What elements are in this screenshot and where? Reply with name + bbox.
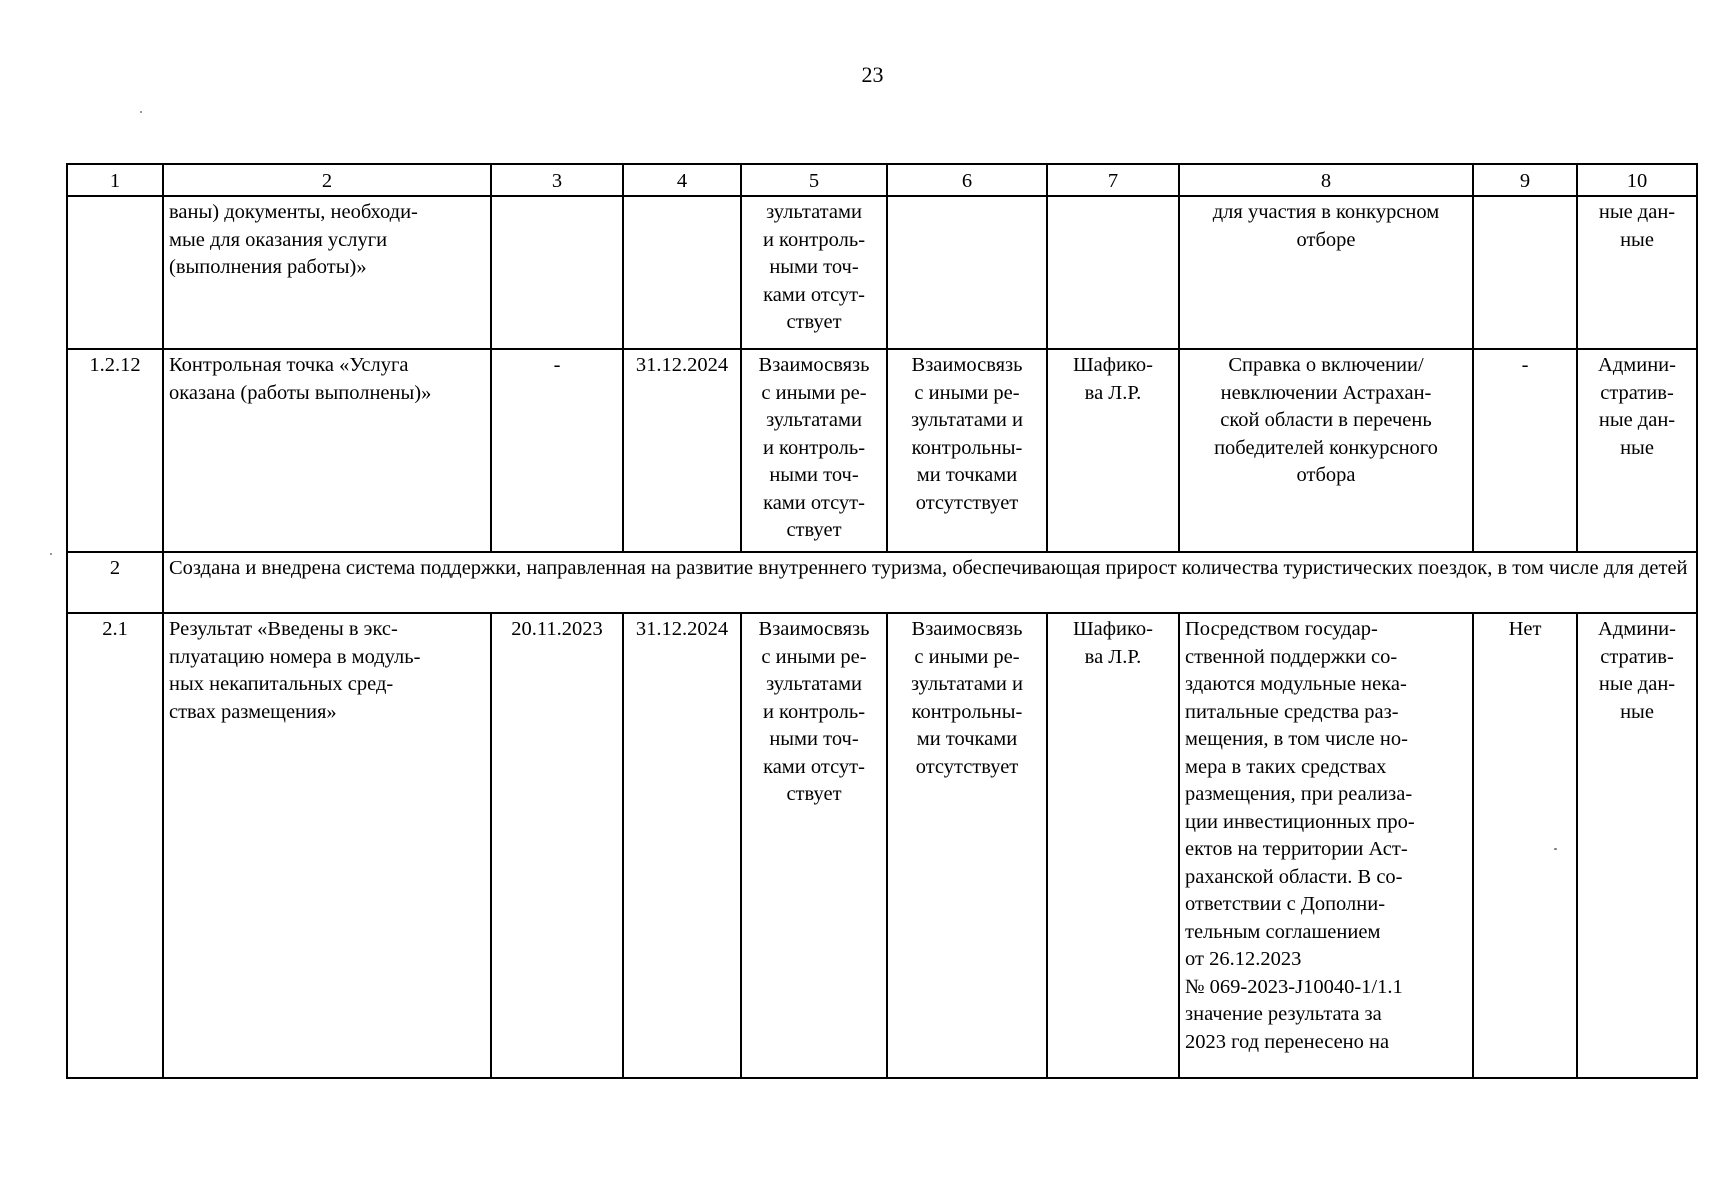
column-header: 2 — [163, 164, 491, 196]
scan-speck — [140, 111, 142, 113]
source-cell: Админи- стратив- ные дан- ные — [1577, 613, 1697, 1078]
column-header: 6 — [887, 164, 1047, 196]
column-header: 3 — [491, 164, 623, 196]
row-number-cell: 1.2.12 — [67, 349, 163, 552]
table-row — [67, 196, 1697, 349]
section-title-cell: Создана и внедрена система поддержки, направленная на развитие внутреннего туризма, обеспечивающая прирост количества туристических поездок, в том числе для детей — [163, 552, 1697, 613]
section-row — [67, 552, 1697, 613]
name-cell: Результат «Введены в экс- плуатацию номера в модуль- ных некапитальных сред- ствах размещения» — [163, 613, 491, 1078]
end-date-cell: 31.12.2024 — [623, 613, 741, 1078]
page-number: 23 — [861, 62, 884, 87]
responsible-cell — [1047, 196, 1179, 349]
start-date-cell: - — [491, 349, 623, 552]
column-header: 1 — [67, 164, 163, 196]
column-header: 7 — [1047, 164, 1179, 196]
flag-cell: - — [1473, 349, 1577, 552]
successor-cell: Взаимосвязь с иными ре- зультатами и контрольны- ми точками отсутствует — [887, 613, 1047, 1078]
row-number-cell: 2.1 — [67, 613, 163, 1078]
result-description-cell: Посредством государ- ственной поддержки со- здаются модульные нека- питальные средства раз- мещения, в том числе но- мера в таких средствах размещения, при реализа- ции инвестиционных про- ектов на территории Аст- раханской области. В со- ответствии с Дополни- тельным соглашением от 26.12.2023 № 069-2023-J10040-1/1.1 значение результата за 2023 год перенесено на — [1179, 613, 1473, 1078]
section-number-cell: 2 — [67, 552, 163, 613]
column-header: 4 — [623, 164, 741, 196]
successor-cell — [887, 196, 1047, 349]
column-header: 5 — [741, 164, 887, 196]
responsible-cell: Шафико- ва Л.Р. — [1047, 349, 1179, 552]
row-number-cell — [67, 196, 163, 349]
source-cell: Админи- стратив- ные дан- ные — [1577, 349, 1697, 552]
end-date-cell — [623, 196, 741, 349]
column-header: 8 — [1179, 164, 1473, 196]
predecessor-cell: Взаимосвязь с иными ре- зультатами и контроль- ными точ- ками отсут- ствует — [741, 613, 887, 1078]
result-description-cell: для участия в конкурсном отборе — [1179, 196, 1473, 349]
name-cell: ваны) документы, необходи- мые для оказания услуги (выполнения работы)» — [163, 196, 491, 349]
column-number-header — [67, 164, 1697, 196]
predecessor-cell: Взаимосвязь с иными ре- зультатами и контроль- ными точ- ками отсут- ствует — [741, 349, 887, 552]
start-date-cell: 20.11.2023 — [491, 613, 623, 1078]
column-header: 10 — [1577, 164, 1697, 196]
predecessor-cell: зультатами и контроль- ными точ- ками отсут- ствует — [741, 196, 887, 349]
column-header: 9 — [1473, 164, 1577, 196]
end-date-cell: 31.12.2024 — [623, 349, 741, 552]
flag-cell — [1473, 196, 1577, 349]
scan-speck — [50, 553, 52, 555]
table-row — [67, 349, 1697, 552]
successor-cell: Взаимосвязь с иными ре- зультатами и контрольны- ми точками отсутствует — [887, 349, 1047, 552]
responsible-cell: Шафико- ва Л.Р. — [1047, 613, 1179, 1078]
name-cell: Контрольная точка «Услуга оказана (работы выполнены)» — [163, 349, 491, 552]
table-row — [67, 613, 1697, 1078]
result-description-cell: Справка о включении/ невключении Астрахан- ской области в перечень победителей конкурсного отбора — [1179, 349, 1473, 552]
source-cell: ные дан- ные — [1577, 196, 1697, 349]
flag-cell: Нет — [1473, 613, 1577, 1078]
start-date-cell — [491, 196, 623, 349]
document-table — [66, 163, 1698, 1079]
